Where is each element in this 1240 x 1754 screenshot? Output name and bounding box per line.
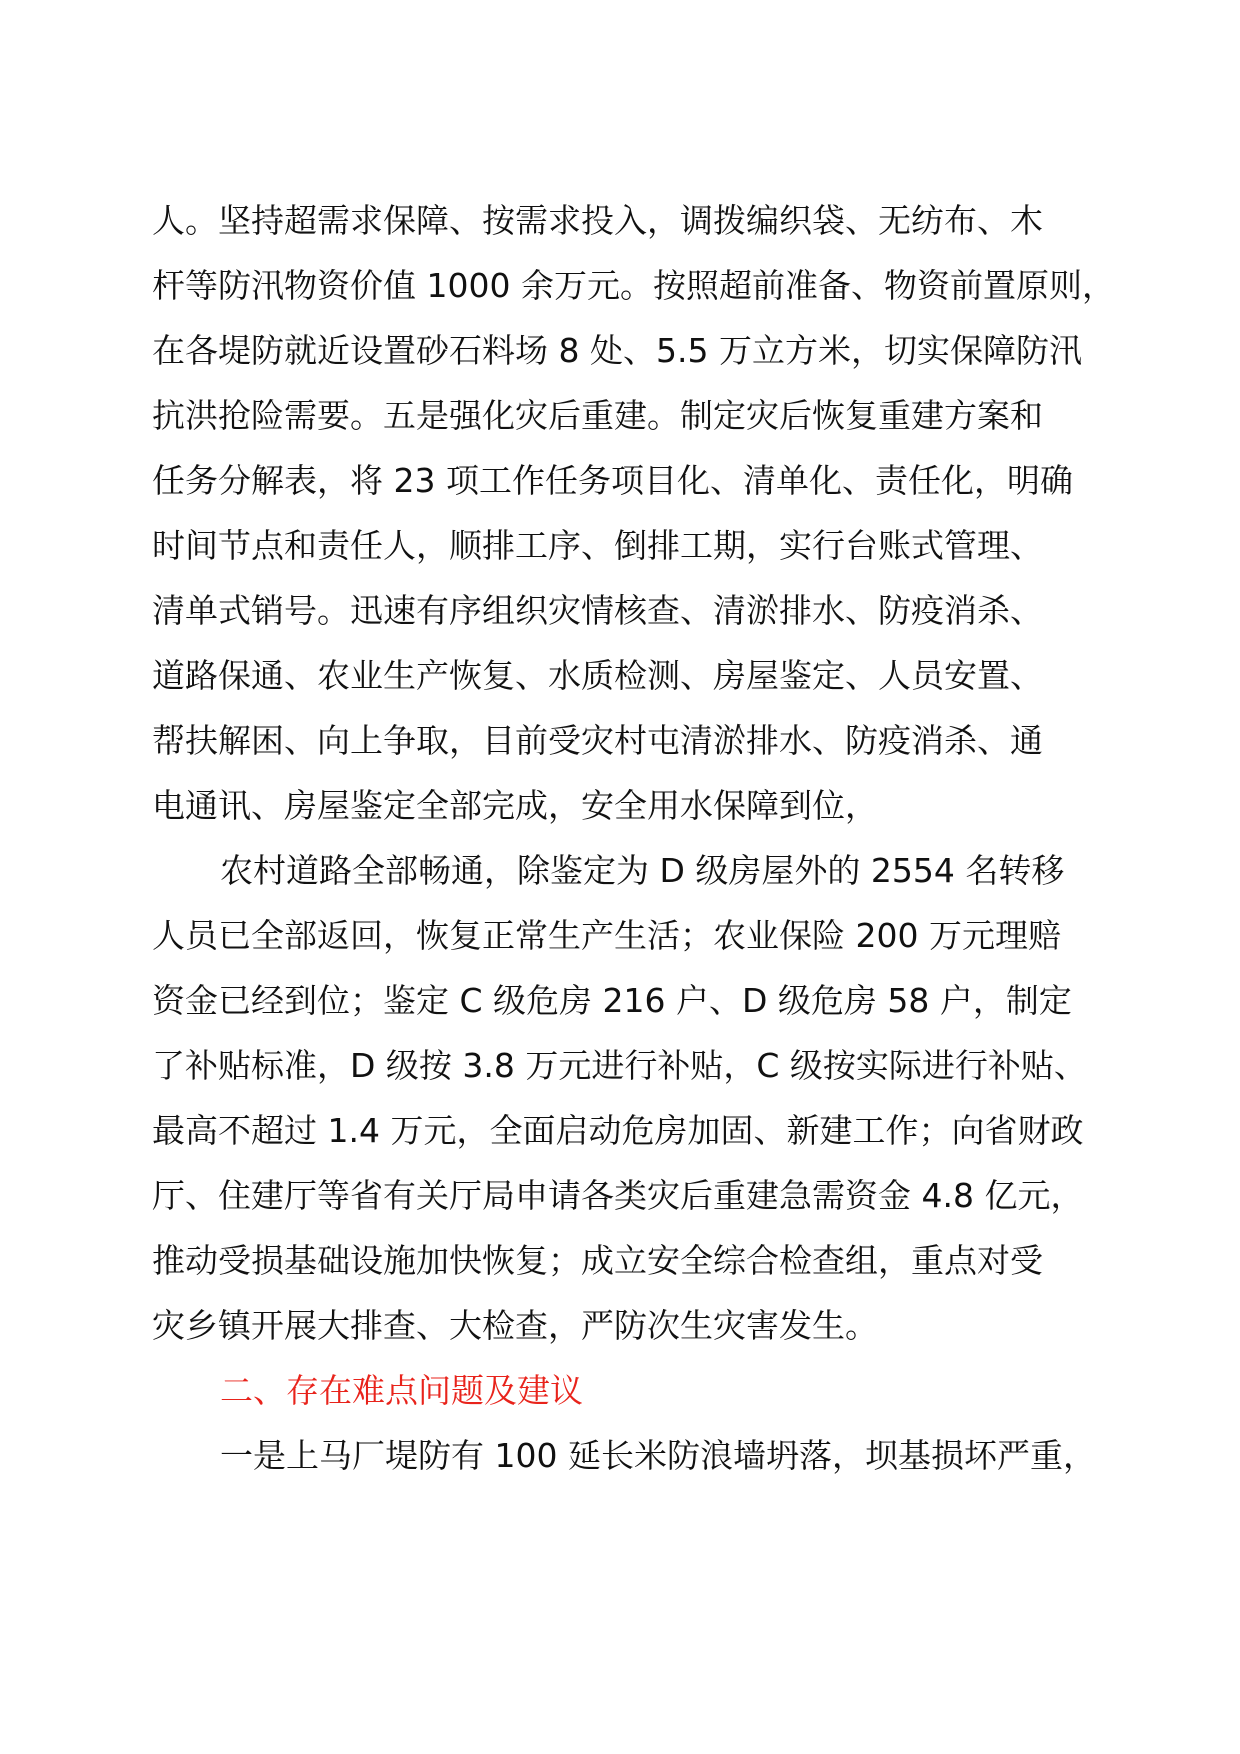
text-line: 最高不超过 1.4 万元，全面启动危房加固、新建工作；向省财政: [152, 1111, 1084, 1150]
paragraph-start-line: 农村道路全部畅通，除鉴定为 D 级房屋外的 2554 名转移: [220, 851, 1065, 890]
text-line: 道路保通、农业生产恢复、水质检测、房屋鉴定、人员安置、: [152, 656, 1043, 695]
text-line: 人。坚持超需求保障、按需求投入，调拨编织袋、无纺布、木: [152, 201, 1043, 240]
text-line: 灾乡镇开展大排查、大检查，严防次生灾害发生。: [152, 1306, 878, 1345]
text-line: 时间节点和责任人，顺排工序、倒排工期，实行台账式管理、: [152, 526, 1043, 565]
text-line: 抗洪抢险需要。五是强化灾后重建。制定灾后恢复重建方案和: [152, 396, 1043, 435]
text-line: 清单式销号。迅速有序组织灾情核查、清淤排水、防疫消杀、: [152, 591, 1043, 630]
section-heading: 二、存在难点问题及建议: [220, 1371, 583, 1410]
text-line: 任务分解表，将 23 项工作任务项目化、清单化、责任化，明确: [152, 461, 1073, 500]
body-text: [152, 188, 1115, 1488]
text-line: 杆等防汛物资价值 1000 余万元。按照超前准备、物资前置原则，: [152, 266, 1115, 305]
text-line: 电通讯、房屋鉴定全部完成，安全用水保障到位，: [152, 786, 878, 825]
text-line: 人员已全部返回，恢复正常生产生活；农业保险 200 万元理赔: [152, 916, 1061, 955]
text-line: 资金已经到位；鉴定 C 级危房 216 户、D 级危房 58 户，制定: [152, 981, 1072, 1020]
text-line: 推动受损基础设施加快恢复；成立安全综合检查组，重点对受: [152, 1241, 1043, 1280]
text-line: 厅、住建厅等省有关厅局申请各类灾后重建急需资金 4.8 亿元，: [152, 1176, 1084, 1215]
text-line: 在各堤防就近设置砂石料场 8 处、5.5 万立方米，切实保障防汛: [152, 331, 1082, 370]
paragraph-start-line: 一是上马厂堤防有 100 延长米防浪墙坍落，坝基损坏严重，: [220, 1436, 1096, 1475]
text-line: 帮扶解困、向上争取，目前受灾村屯清淤排水、防疫消杀、通: [152, 721, 1043, 760]
text-line: 了补贴标准，D 级按 3.8 万元进行补贴，C 级按实际进行补贴、: [152, 1046, 1087, 1085]
